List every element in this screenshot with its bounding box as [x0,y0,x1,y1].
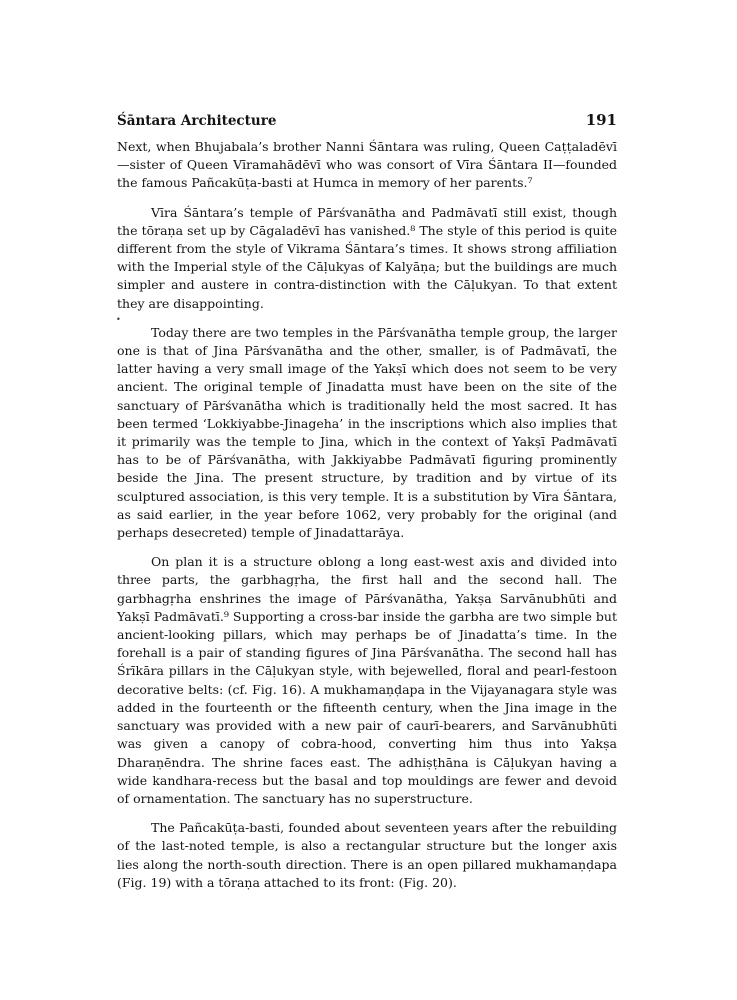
stray-mark: • [116,315,121,324]
paragraph: The Pañcakūṭa-basti, founded about seventeen years after the rebuilding of the last-noted temple, is also a rectangular structure but the longer axis lies along the north-south direction. There is an open pillared mukhamaṇḍapa (Fig. 19) with a tōraṇa attached to its front: (Fig. 20). [117,820,617,890]
paragraph: Vīra Śāntara’s temple of Pārśvanātha and Padmāvatī still exist, though the tōraṇa set up by Cāgaladēvī has vanished.⁸ The style of this period is quite different from the style of Vikrama Śāntara’s times. It shows strong affiliation with the Imperial style of the Cāḷukyas of Kalyāṇa; but the buildings are much simpler and austere in contra-distinction with the Cāḷukyan. To that extent they are disappointing. [117,204,617,311]
paragraph: Next, when Bhujabala’s brother Nanni Śāntara was ruling, Queen Caṭṭaladēvī —sister of Queen Vīramahādēvī who was consort of Vīra Śāntara II—founded the famous Pañcakūṭa-basti at Humca in memory of her parents.⁷ [117,139,617,191]
paragraph: On plan it is a structure oblong a long east-west axis and divided into three parts, the garbhagṛha, the first hall and the second hall. The garbhagṛha enshrines the image of Pārśvanātha, Yakṣa Sarvānubhūti and Yakṣī Padmāvatī.⁹ Supporting a cross-bar inside the garbha are two simple but ancient-looking pillars, which may perhaps be of Jinadatta’s time. In the forehall is a pair of standing figures of Jina Pārśvanātha. The second hall has Śrīkāra pillars in the Cāḷukyan style, with bejewelled, floral and pearl-festoon decorative belts: (cf. Fig. 16). A mukhamaṇḍapa in the Vijayanagara style was added in the fourteenth or the fifteenth century, when the Jina image in the sanctuary was provided with a new pair of caurī-bearers, and Sarvānubhūti was given a canopy of cobra-hood, converting him thus into Yakṣa Dharaṇēndra. The shrine faces east. The adhiṣṭhāna is Cāḷukyan having a wide kandhara-recess but the basal and top mouldings are fewer and devoid of ornamentation. The sanctuary has no superstructure. [117,554,617,806]
page-number: 191 [585,111,617,129]
chapter-title: Śāntara Architecture [117,113,277,129]
body-text [117,138,617,903]
paragraph: Today there are two temples in the Pārśvanātha temple group, the larger one is that of Jina Pārśvanātha and the other, smaller, is of Padmāvatī, the latter having a very small image of the Yakṣī which does not seem to be very ancient. The original temple of Jinadatta must have been on the site of the sanctuary of Pārśvanātha which is traditionally held the most sacred. It has been termed ‘Lokkiyabbe-Jinageha’ in the inscriptions which also implies that it primarily was the temple to Jina, which in the context of Yakṣī Padmāvatī has to be of Pārśvanātha, with Jakkiyabbe Padmāvatī figuring prominently beside the Jina. The present structure, by tradition and by virtue of its sculptured association, is this very temple. It is a substitution by Vīra Śāntara, as said earlier, in the year before 1062, very probably for the original (and perhaps desecreted) temple of Jinadattarāya. [117,324,617,541]
running-head [117,111,617,129]
